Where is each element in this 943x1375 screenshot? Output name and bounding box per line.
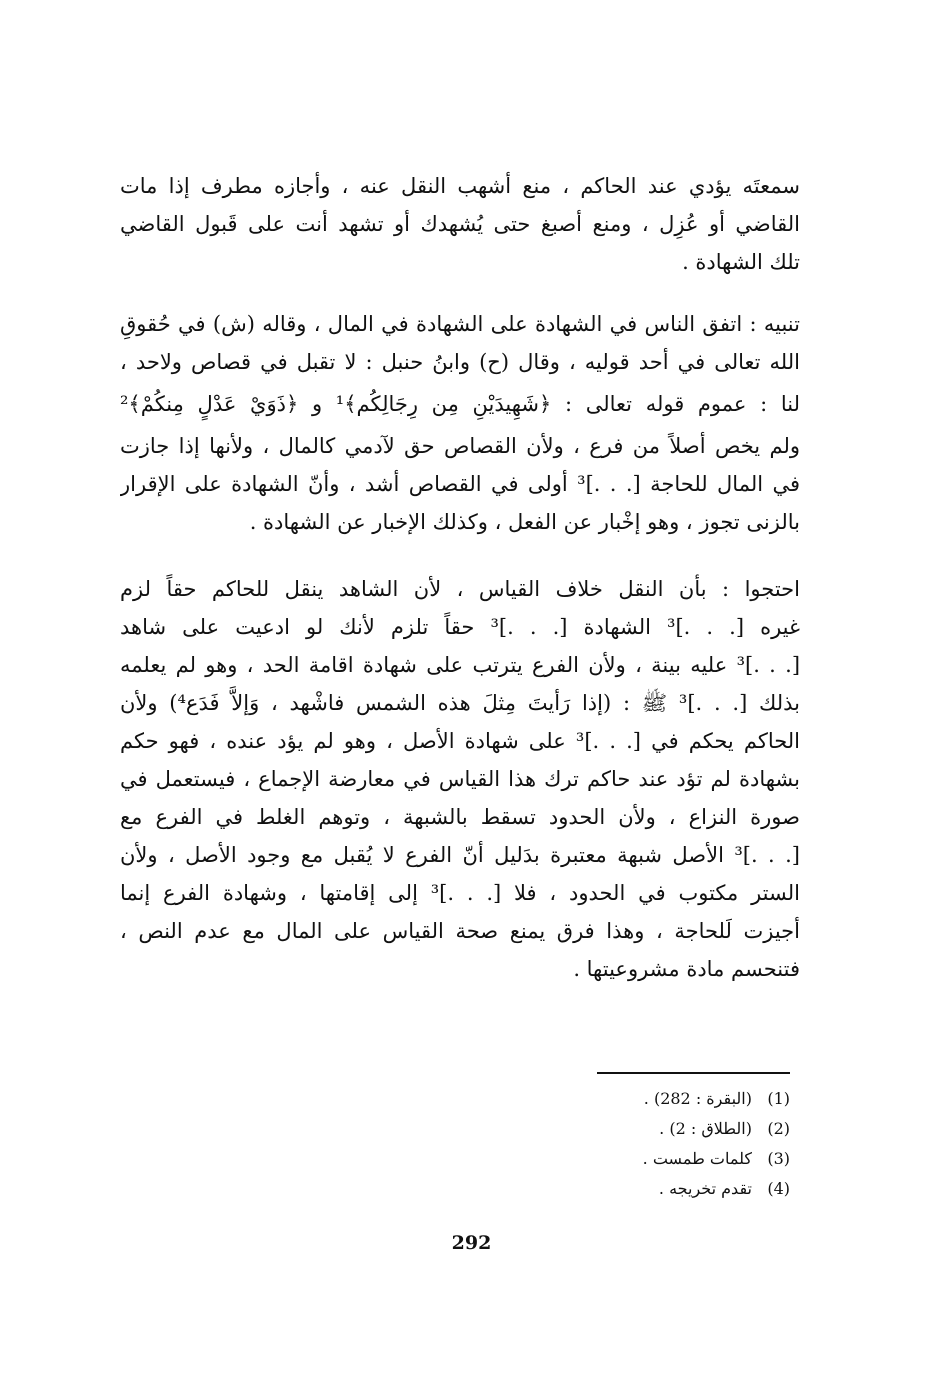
text-line: بالزنى تجوز ، وهو إخْبار عن الفعل ، وكذلك الإخبار عن الشهادة .	[249, 510, 800, 534]
footnote-number: (2)	[767, 1119, 790, 1138]
text-line: صورة النزاع ، ولأن الحدود تسقط بالشبهة ، وتوهم الغلط في الفرع مع	[120, 805, 800, 829]
footnote-text: كلمات طمست .	[642, 1149, 752, 1168]
text-line: الله تعالى في أحد قوليه ، وقال (ح) وابنُ حنبل : لا تقبل في قصاص ولاحد ،	[120, 350, 800, 374]
footnote-item	[560, 1084, 790, 1114]
page-number: 292	[451, 1232, 492, 1254]
text-line: أجيزت لَلحاجة ، وهذا فرق يمنع صحة القياس على المال مع عدم النص ،	[120, 919, 800, 943]
footnote-item	[560, 1114, 790, 1144]
text-line: بشهادة لم تؤد عند حاكم ترك هذا القياس في معارضة الإجماع ، فيستعمل في	[120, 767, 800, 791]
text-line: الستر مكتوب في الحدود ، فلا [. . .]³ إلى إقامتها ، وشهادة الفرع إنما	[120, 881, 800, 905]
footnote-item	[560, 1174, 790, 1204]
text-line: تلك الشهادة .	[682, 250, 800, 274]
footnote-text: (الطلاق : 2) .	[659, 1119, 752, 1138]
footnote-number: (1)	[767, 1089, 790, 1108]
text-line: فتنحسم مادة مشروعيتها .	[573, 957, 800, 981]
text-line: بذلك [. . .]³ ﷺ : (إذا رَأيتَ مِثلَ هذه الشمس فاشْهد ، وَإلاَّ فَدَع⁴) ولأن	[120, 691, 800, 715]
text-line: [. . .]³ عليه بينة ، ولأن الفرع يترتب على شهادة اقامة الحد ، وهو لم يعلمه	[120, 653, 800, 677]
text-line: القاضي أو عُزِل ، ومنع أصبغ حتى يُشهدك أو تشهد أنت على قَبول القاضي	[120, 212, 800, 236]
footnote-text: تقدم تخريجه .	[658, 1179, 752, 1198]
footnotes	[560, 1084, 790, 1204]
text-line: سمعتَه يؤدي عند الحاكم ، منع أشهب النقل عنه ، وأجازه مطرف إذا مات	[120, 174, 800, 198]
text-line: تنبيه : اتفق الناس في الشهادة على الشهادة في المال ، وقاله (ش) في حُقوقِ	[120, 312, 800, 336]
footnote-number: (3)	[767, 1149, 790, 1168]
text-line: [. . .]³ الأصل شبهة معتبرة بدَليل أنّ الفرع لا يُقبل مع وجود الأصل ، ولأن	[120, 843, 800, 867]
paragraph-note	[120, 305, 800, 541]
footnote-number: (4)	[767, 1179, 790, 1198]
text-line-quran: لنا : عموم قوله تعالى : ﴿شَهِيدَيْنِ مِن رِجَالِكُم﴾¹ و ﴿ذَوَيْ عَدْلٍ مِنكُمْ﴾²	[120, 392, 800, 416]
paragraph-1	[120, 167, 800, 281]
paragraph-argument	[120, 570, 800, 988]
footnote-text: (البقرة : 282) .	[643, 1089, 752, 1108]
text-line: غيره [. . .]³ الشهادة [. . .]³ حقاً تلزم لأنك لو ادعيت على شاهد	[120, 615, 800, 639]
text-line: في المال للحاجة [. . .]³ أولى في القصاص أشد ، وأنّ الشهادة على الإقرار	[120, 472, 800, 496]
footnote-item	[560, 1144, 790, 1174]
text-line: الحاكم يحكم في [. . .]³ على شهادة الأصل ، وهو لم يؤد عنده ، فهو حكم	[120, 729, 800, 753]
footnote-divider	[597, 1072, 790, 1074]
text-line: احتجوا : بأن النقل خلاف القياس ، لأن الشاهد ينقل للحاكم حقاً لزم	[120, 577, 800, 601]
text-line: ولم يخص أصلاً من فرع ، ولأن القصاص حق لآدمي كالمال ، ولأنها إذا جازت	[120, 434, 800, 458]
